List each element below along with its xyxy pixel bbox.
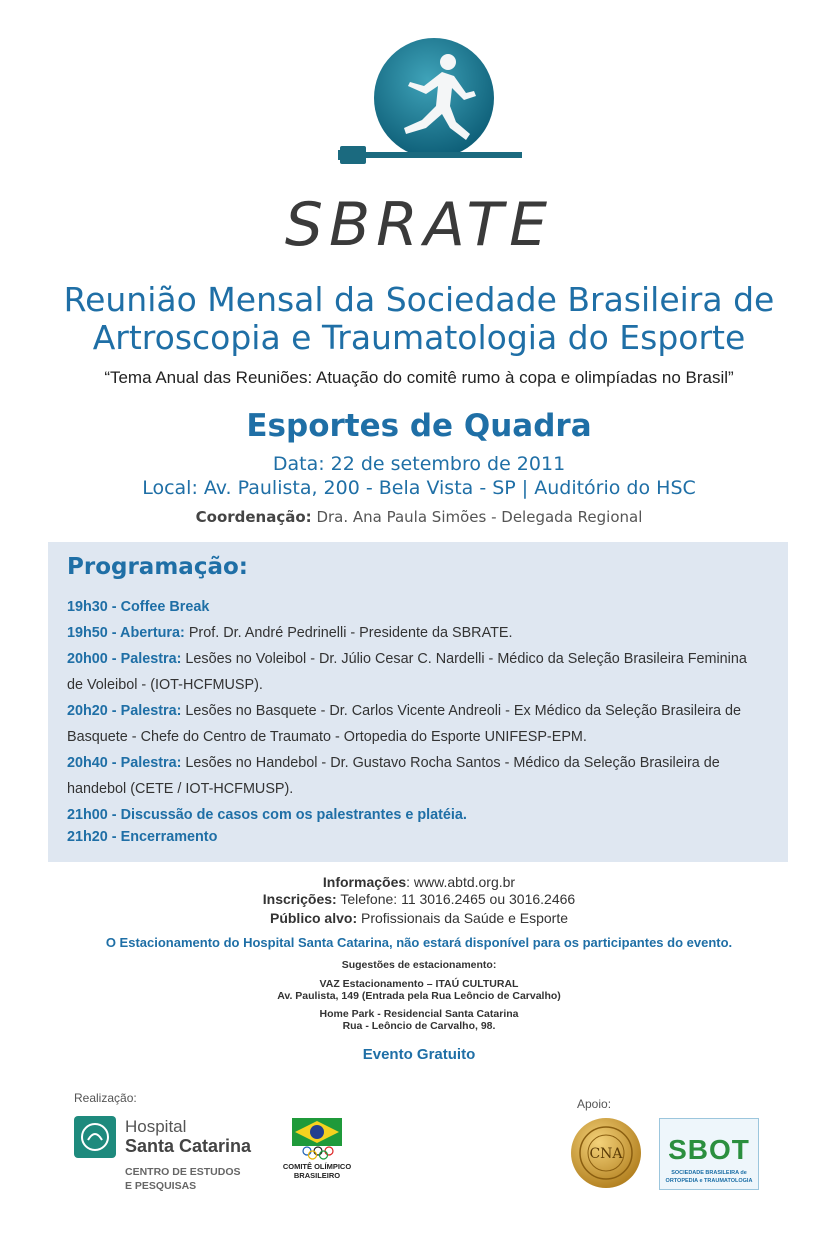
coord-value: Dra. Ana Paula Simões - Delegada Regional (311, 508, 643, 526)
program-item: 21h00 - Discussão de casos com os palestrantes e platéia. (67, 807, 467, 823)
parking-suggestions-title: Sugestões de estacionamento: (341, 959, 497, 971)
program-item-cont: de Voleibol - (IOT-HCFMUSP). (67, 677, 263, 693)
hospital-name-line2: Santa Catarina (125, 1136, 252, 1156)
sbot-name: SBOT (668, 1134, 750, 1165)
info-value[interactable]: : www.abtd.org.br (406, 874, 516, 890)
program-text: Prof. Dr. André Pedrinelli - Presidente da SBRATE. (184, 625, 513, 641)
annual-theme: “Tema Anual das Reuniões: Atuação do comitê rumo à copa e olimpíadas no Brasil” (104, 368, 734, 387)
sbrate-logo-icon (338, 36, 528, 176)
coord-label: Coordenação: (195, 508, 312, 526)
hospital-logo-icon (74, 1116, 116, 1158)
hospital-subtitle-line2: E PESQUISAS (125, 1180, 197, 1192)
parking-option-2-name: Home Park - Residencial Santa Catarina (319, 1008, 519, 1020)
event-location: Local: Av. Paulista, 200 - Bela Vista - SP | Auditório do HSC (142, 477, 696, 499)
sbot-subtitle-line1: SOCIEDADE BRASILEIRA de (671, 1170, 747, 1176)
sbot-subtitle-line2: ORTOPEDIA e TRAUMATOLOGIA (665, 1178, 753, 1184)
program-title: Programação: (67, 554, 248, 580)
program-item-cont: handebol (CETE / IOT-HCFMUSP). (67, 781, 294, 797)
apoio-label: Apoio: (577, 1097, 612, 1111)
parking-notice: O Estacionamento do Hospital Santa Catarina, não estará disponível para os participantes do evento. (105, 935, 733, 950)
parking-option-1-address: Av. Paulista, 149 (Entrada pela Rua Leôncio de Carvalho) (277, 990, 561, 1002)
audience-label: Público alvo: (269, 910, 358, 926)
info-label: Informações (322, 874, 407, 890)
program-time: 20h00 - Palestra: (67, 651, 182, 667)
program-item: 19h30 - Coffee Break (67, 599, 210, 615)
audience-value: Profissionais da Saúde e Esporte (357, 910, 569, 926)
program-text: Lesões no Handebol - Dr. Gustavo Rocha Santos - Médico da Seleção Brasileira de (181, 755, 720, 771)
program-item (67, 620, 777, 646)
info-audience (0, 910, 838, 926)
realizacao-label: Realização: (74, 1091, 137, 1105)
event-title: Esportes de Quadra (246, 408, 592, 444)
program-item-cont: Basquete - Chefe do Centro de Traumato - Ortopedia do Esporte UNIFESP-EPM. (67, 729, 587, 745)
olympic-rings-icon (300, 1146, 336, 1160)
registration-label: Inscrições: (262, 891, 337, 907)
program-item (67, 750, 777, 776)
event-date: Data: 22 de setembro de 2011 (272, 453, 566, 475)
program-item (67, 646, 777, 672)
program-time: 20h40 - Palestra: (67, 755, 182, 771)
registration-value: Telefone: 11 3016.2465 ou 3016.2466 (336, 891, 576, 907)
program-item: 21h20 - Encerramento (67, 829, 218, 845)
cob-name-line1: COMITÊ OLÍMPICO (282, 1162, 352, 1171)
free-event-label: Evento Gratuito (362, 1046, 476, 1063)
program-item (67, 698, 777, 724)
program-text: Lesões no Basquete - Dr. Carlos Vicente Andreoli - Ex Médico da Seleção Brasileira de (181, 703, 742, 719)
brazil-flag-icon (292, 1118, 342, 1146)
event-coordination (0, 508, 838, 526)
program-text: Lesões no Voleibol - Dr. Júlio Cesar C. Nardelli - Médico da Seleção Brasileira Feminina (181, 651, 747, 667)
program-time: 19h50 - Abertura: (67, 625, 185, 641)
parking-option-1-name: VAZ Estacionamento – ITAÚ CULTURAL (319, 978, 519, 990)
info-registration (0, 891, 838, 907)
program-time: 20h20 - Palestra: (67, 703, 182, 719)
cna-seal-icon (570, 1117, 642, 1189)
hospital-name-line1: Hospital (125, 1117, 187, 1136)
title-line-1: Reunião Mensal da Sociedade Brasileira de (63, 280, 775, 319)
cob-name-line2: BRASILEIRO (293, 1171, 341, 1180)
parking-option-2-address: Rua - Leôncio de Carvalho, 98. (342, 1020, 496, 1032)
brand-name: SBRATE (284, 190, 554, 260)
info-website (0, 874, 838, 890)
cna-seal-text: CNA (589, 1146, 623, 1162)
title-line-2: Artroscopia e Traumatologia do Esporte (92, 318, 746, 357)
hospital-subtitle-line1: CENTRO DE ESTUDOS (125, 1166, 241, 1178)
